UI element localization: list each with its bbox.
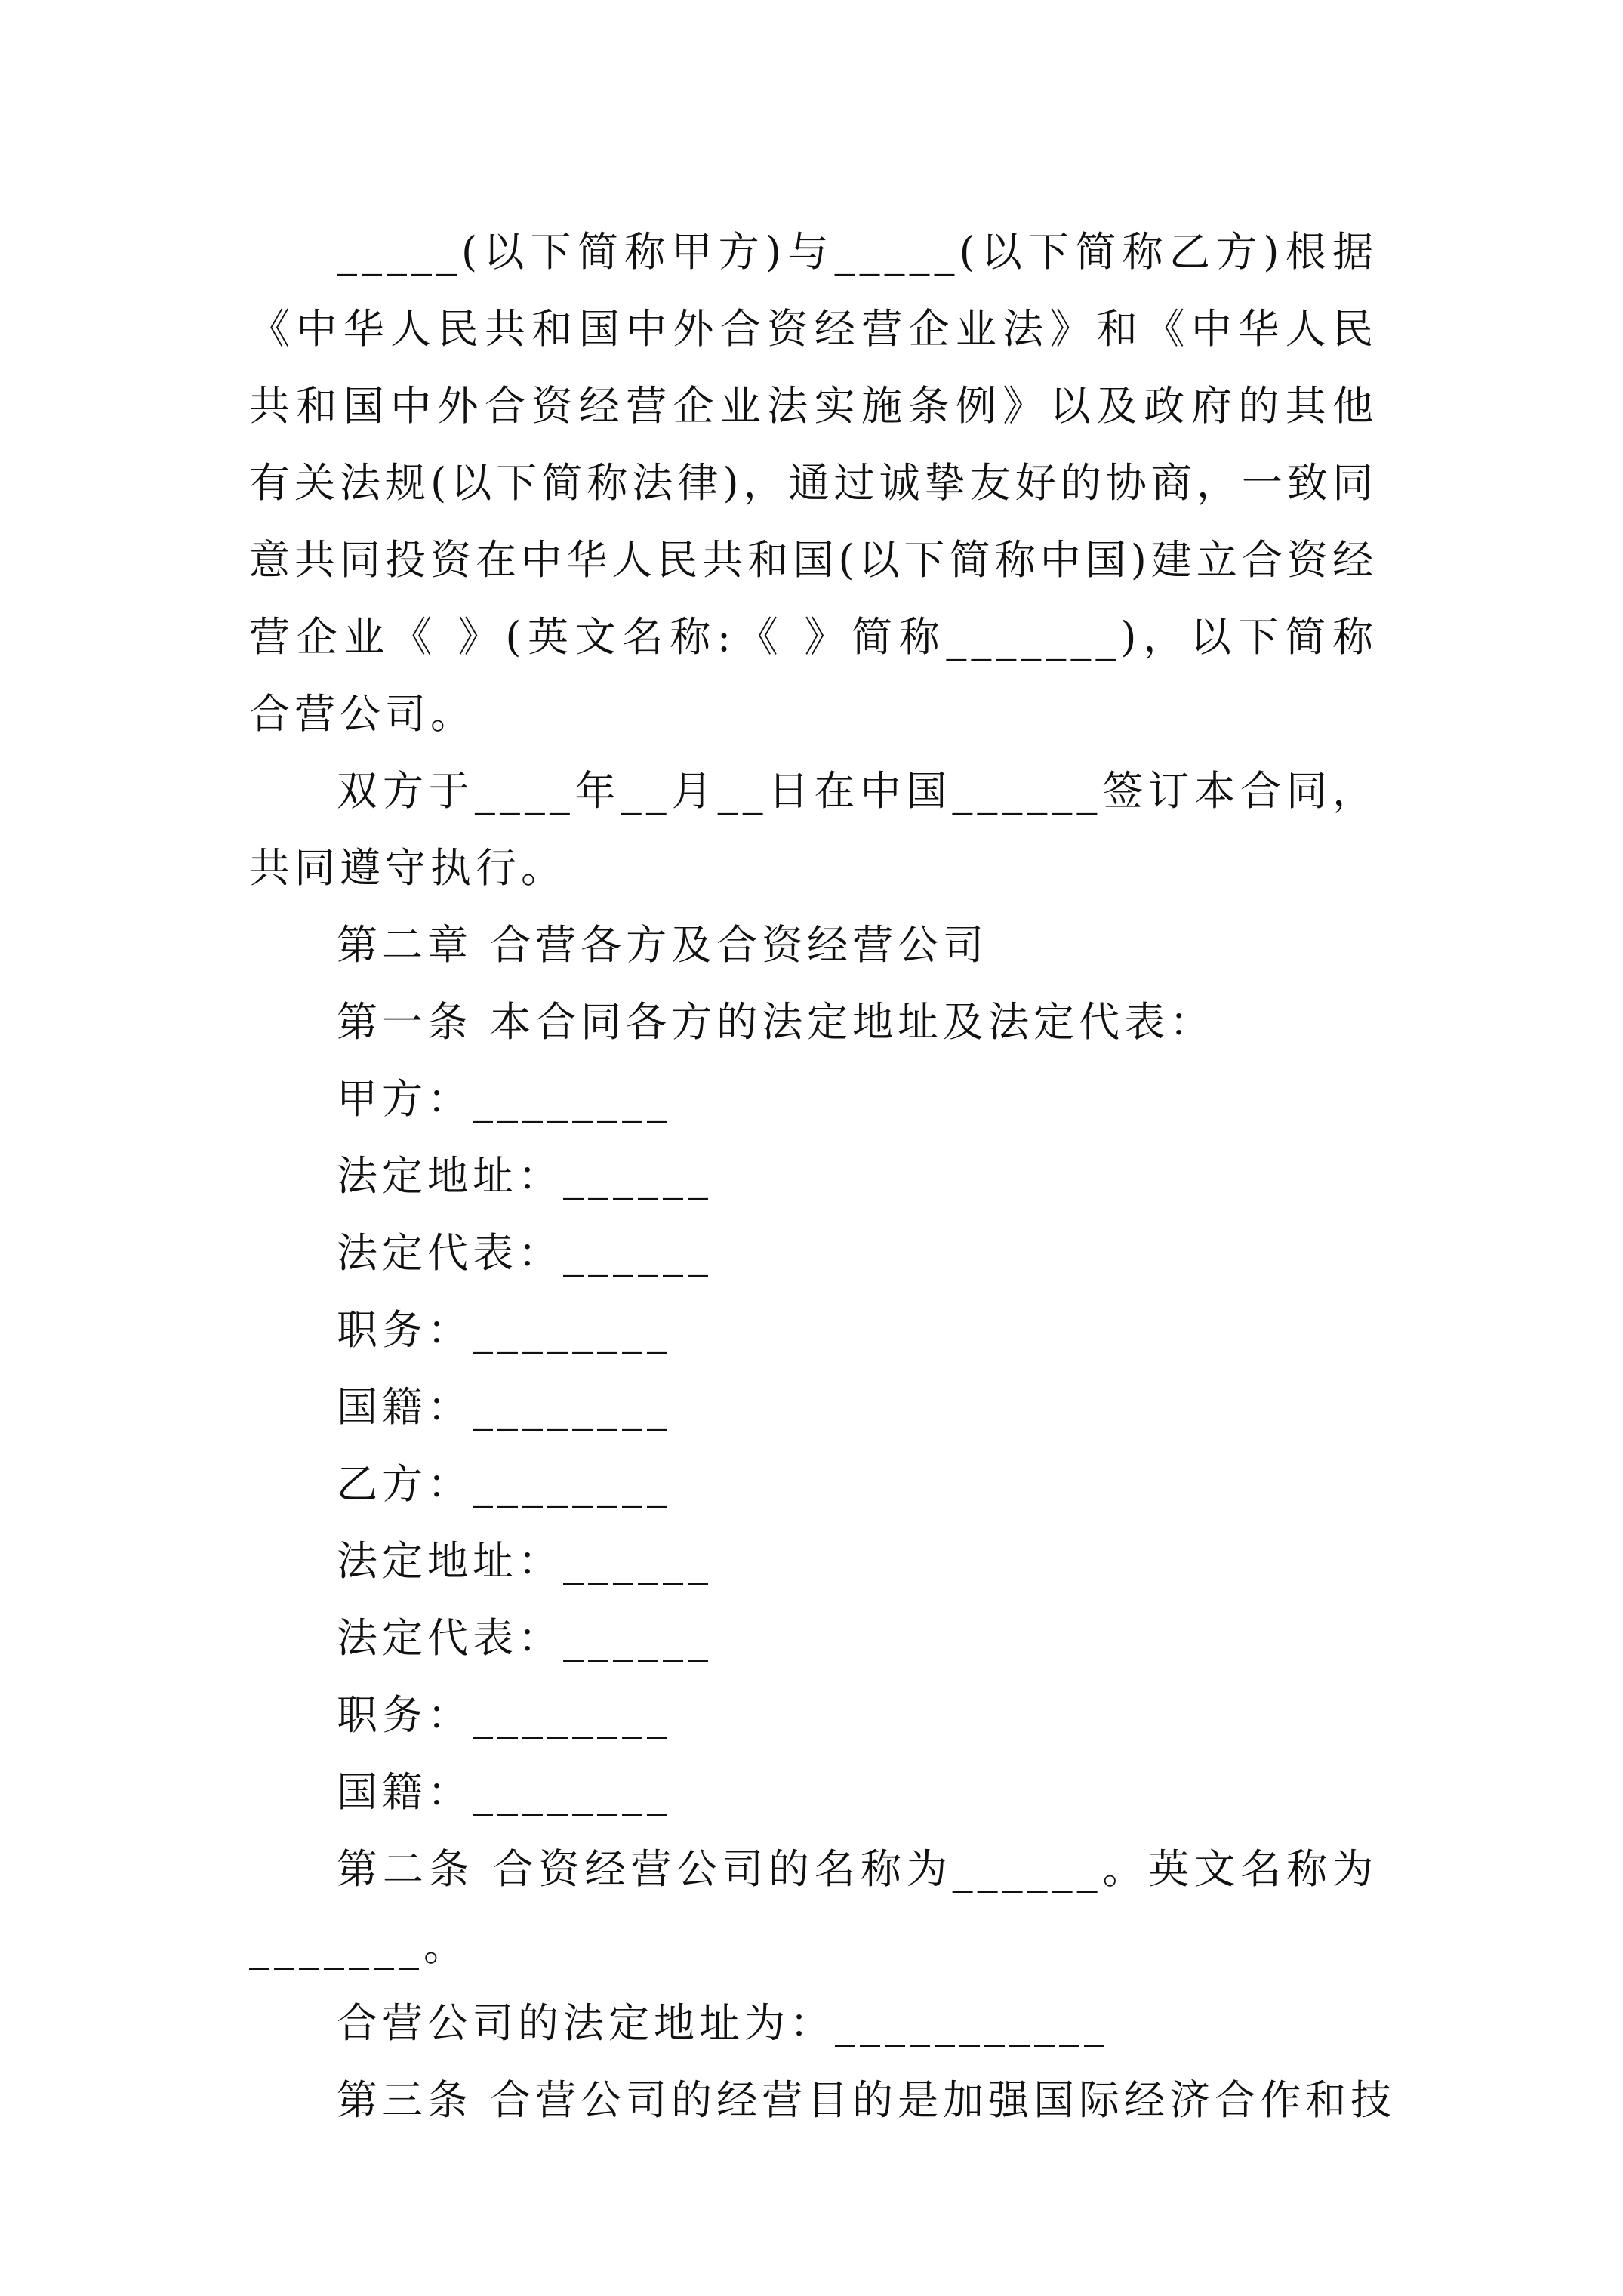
party-a-position: 职务：________ [337,1306,672,1354]
party-b-address: 法定地址：______ [337,1537,713,1585]
party-b-representative: 法定代表：______ [337,1614,713,1662]
party-b-nationality: 国籍：________ [337,1768,672,1816]
preamble-paragraph: _____(以下简称甲方)与_____(以下简称乙方)根据《中华人民共和国中外合资经营企业法》和《中华人民共和国中外合资经营企业法实施条例》以及政府的其他有关法规(以下简称法律)，通过诚挚友好的协商，一致同意共同投资在中华人民共和国(以下简称中国)建立合资经营企业《 》(英文名称:《 》简称_______)，以下简称合营公司。 [249,228,1378,738]
party-b-position: 职务：________ [337,1691,672,1739]
company-address: 合营公司的法定地址为：___________ [337,1999,1109,2047]
article-3: 第三条 合营公司的经营目的是加强国际经济合作和技 [337,2076,1397,2124]
signing-paragraph: 双方于____年__月__日在中国______签订本合同，共同遵守执行。 [249,767,1378,892]
party-a-nationality: 国籍：________ [337,1383,672,1431]
document-body [249,214,1397,2139]
party-a-representative: 法定代表：______ [337,1229,713,1277]
article-1-title: 第一条 本合同各方的法定地址及法定代表： [337,998,1215,1046]
article-2: 第二条 合资经营公司的名称为______。英文名称为_______。 [249,1845,1378,1970]
party-a-address: 法定地址：______ [337,1152,713,1200]
party-a-name: 甲方：________ [337,1075,672,1123]
party-b-name: 乙方：________ [337,1460,672,1508]
chapter-title: 第二章 合营各方及合资经营公司 [337,921,989,969]
